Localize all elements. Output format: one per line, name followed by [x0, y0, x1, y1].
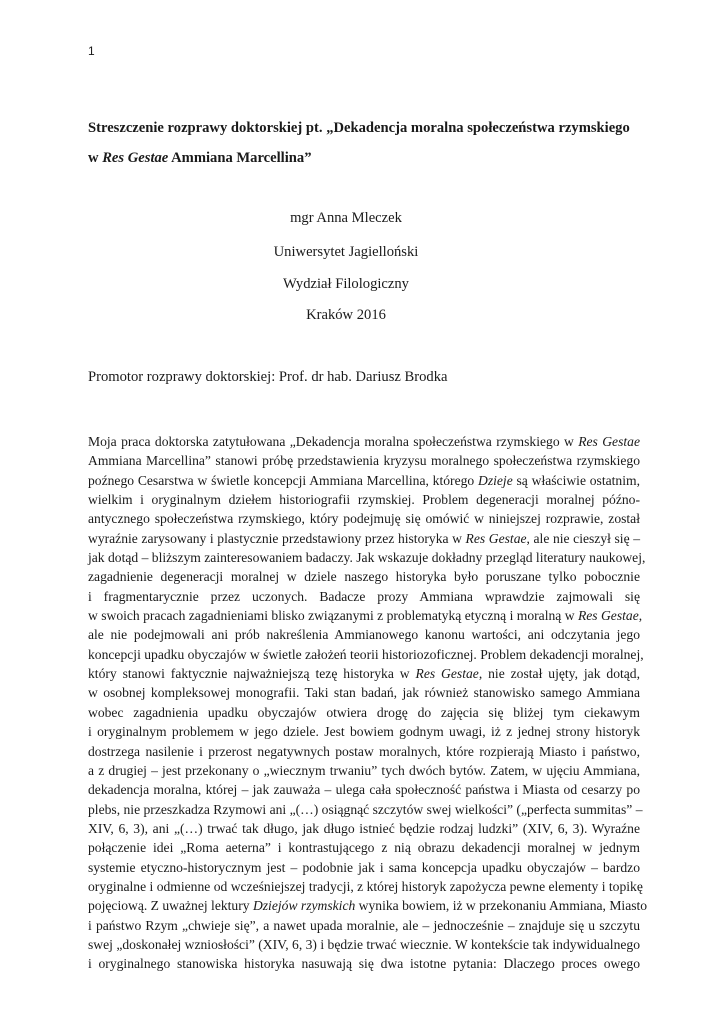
body-line: [88, 529, 640, 548]
author-place-year: Kraków 2016: [306, 307, 386, 323]
body-italic-text: Res Gestae: [465, 530, 527, 546]
body-text-segment: i fragmentarycznie przez uczonych. Badacze prozy Ammiana wprawdzie zajmowali się: [88, 588, 640, 604]
body-text-segment: poźnego Cesarstwa w świetle koncepcji Ammiana Marcellina, którego: [88, 472, 478, 488]
body-text-segment: XIV, 6, 3), ani „(…) trwać tak długo, jak długo istnieć będzie rodzaj ludzki” (XIV, 6, 3). Wyraźne: [88, 820, 640, 836]
body-text-segment: i oryginalnego stanowiska historyka nasuwają się dwa istotne pytania: Dlaczego proces owego: [88, 956, 640, 972]
body-text-segment: antycznego społeczeństwa rzymskiego, który podejmuję się omówić w niniejszej rozprawie, został: [88, 511, 640, 527]
body-text-segment: dostrzega nasilenie i przerost negatywnych postaw moralnych, które rozpierają Miasto i państwo,: [88, 743, 640, 759]
body-text-segment: , nie został ujęty, jak dotąd,: [478, 666, 640, 682]
body-text-segment: są właściwie ostatnim,: [512, 472, 640, 488]
title-line-2-italic: Res Gestae: [102, 150, 169, 166]
author-university: Uniwersytet Jagielloński: [273, 244, 419, 260]
body-line: [88, 896, 648, 915]
body-text-segment: wyraźnie zarysowany i plastycznie przedstawiony przez historyka w: [88, 530, 466, 546]
title-line-2: [88, 150, 312, 167]
body-text-segment: koncepcji upadku obyczajów w świetle założeń teorii historiozoficznej. Problem dekadencji moralnej,: [88, 646, 644, 662]
body-text-segment: połączenie idei „Roma aeterna” i kontrastującego z nią obrazu dekadencji moralnej w jednym: [88, 840, 640, 856]
author-name: mgr Anna Mleczek: [290, 210, 402, 226]
body-line: [88, 742, 640, 761]
body-text-segment: , ale nie cieszył się –: [526, 530, 641, 546]
body-line: [88, 877, 643, 896]
author-faculty: Wydział Filologiczny: [283, 276, 409, 292]
body-italic-text: Res Gestae: [415, 666, 479, 682]
body-line: [88, 800, 643, 819]
body-line: [88, 509, 640, 528]
body-line: [88, 954, 640, 973]
body-text-segment: wielkim i oryginalnym dziełem historiografii rzymskiej. Problem degeneracji moralnej późno-: [88, 492, 640, 508]
body-line: [88, 548, 646, 567]
body-italic-text: Res Gestae: [578, 434, 640, 449]
body-text-segment: i państwo Rzym „chwieje się”, a nawet upada moralnie, ale – jednocześnie – znajduje się u szczytu: [88, 917, 640, 933]
body-text-segment: pojęciową. Z uważnej lektury: [88, 898, 253, 914]
body-line: [88, 935, 640, 954]
body-line: [88, 664, 640, 683]
body-italic-text: Res Gestae: [577, 608, 639, 624]
body-text-segment: w swoich pracach zagadnieniami blisko związanymi z problematyką etyczną i moralną w: [88, 608, 578, 624]
body-text-segment: ale nie podejmowali ani prób nakreślenia Ammianowego kanonu wartości, ani odczytania jego: [88, 627, 640, 643]
body-text-segment: wobec zagadnienia upadku obyczajów otwiera drogę do zajęcia się bliżej tym ciekawym: [88, 704, 640, 720]
body-line: [88, 819, 640, 838]
body-text-segment: Moja praca doktorska zatytułowana „Dekadencja moralna społeczeństwa rzymskiego w: [88, 434, 579, 449]
body-line: [88, 625, 640, 644]
body-line: [88, 471, 640, 490]
body-text-segment: dekadencja moralna, której – jak zauważa – ulega cała społeczność państwa i Miasta od cesarzy po: [88, 782, 640, 798]
body-text-segment: systemie etyczno-historycznym jest – podobnie jak i sama koncepcja upadku obyczajów – bardzo: [88, 859, 640, 875]
body-line: [88, 780, 640, 799]
body-line: [88, 645, 644, 664]
body-line: [88, 606, 643, 625]
body-text-segment: oryginalne i odmienne od wcześniejszej tradycji, z której historyk zapożycza pewne elementy i topikę: [88, 878, 643, 894]
body-paragraph: [88, 432, 648, 974]
body-line: [88, 858, 640, 877]
body-text-segment: Ammiana Marcellina” stanowi próbę przedstawienia kryzysu moralnego społeczeństwa rzymskiego: [88, 453, 640, 469]
body-text-segment: ,: [638, 608, 643, 624]
body-text-segment: a z drugiej – jest przekonany o „wiecznym trwaniu” tych dwóch bytów. Zatem, w ujęciu Ammiana,: [88, 762, 640, 778]
body-line: [88, 587, 640, 606]
body-italic-text: Dzieje: [478, 472, 513, 488]
body-text-segment: w osobnej kompleksowej monografii. Taki stan badań, jak również stanowisko samego Ammiana: [88, 685, 640, 701]
body-line: [88, 761, 640, 780]
body-line: [88, 567, 640, 586]
body-line: [88, 490, 640, 509]
body-line: [88, 451, 640, 470]
page-number: 1: [88, 44, 95, 58]
body-line: [88, 432, 640, 451]
promotor-line: Promotor rozprawy doktorskiej: Prof. dr hab. Dariusz Brodka: [88, 369, 448, 385]
body-line: [88, 916, 640, 935]
title-line-2-suffix: Ammiana Marcellina”: [168, 150, 312, 166]
title-line-2-prefix: w: [88, 150, 103, 166]
body-italic-text: Dziejów rzymskich: [252, 898, 356, 914]
body-text-segment: swej „doskonałej wzniosłości” (XIV, 6, 3) i będzie trwać wiecznie. W kontekście tak indywidualnego: [88, 936, 640, 952]
body-line: [88, 722, 640, 741]
body-text-segment: zagadnienie degeneracji moralnej w dziele naszego historyka było poruszane tylko pobocznie: [88, 569, 640, 585]
body-text-segment: który stanowi faktycznie najważniejszą tezę historyka w: [88, 666, 416, 682]
body-text-segment: wynika bowiem, iż w przekonaniu Ammiana, Miasto: [355, 898, 648, 914]
body-text-segment: jak dotąd – bliższym zainteresowaniem badaczy. Jak wskazuje dokładny przegląd literatury naukowej,: [88, 550, 646, 566]
body-text-segment: plebs, nie przeszkadza Rzymowi ani „(…) osiągnąć szczytów swej wielkości” („perfecta summitas” –: [88, 801, 643, 817]
body-text-segment: i oryginalnym problemem w jego dziele. Jest bowiem godnym uwagi, iż z jednej strony historyk: [88, 724, 640, 740]
body-line: [88, 683, 640, 702]
body-line: [88, 703, 640, 722]
title-line-1: Streszczenie rozprawy doktorskiej pt. „Dekadencja moralna społeczeństwa rzymskiego: [88, 120, 630, 136]
body-line: [88, 838, 640, 857]
